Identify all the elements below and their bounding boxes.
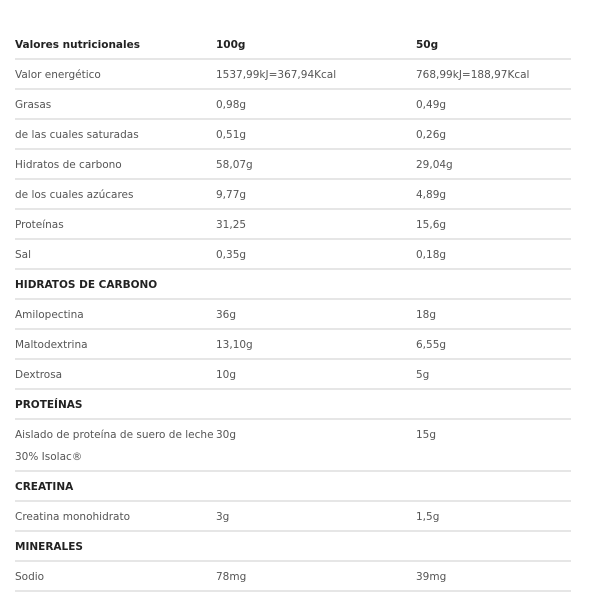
row-value-50g: 0,26g bbox=[416, 129, 447, 141]
table-row bbox=[15, 420, 571, 472]
section-title: MINERALES bbox=[15, 541, 83, 553]
row-label: Amilopectina bbox=[15, 309, 84, 321]
row-value-100g: 13,10g bbox=[216, 339, 253, 351]
row-value-50g: 15g bbox=[416, 429, 437, 441]
row-value-100g: 0,51g bbox=[216, 129, 247, 141]
section-header-proteins bbox=[15, 390, 571, 420]
row-label: Maltodextrina bbox=[15, 339, 88, 351]
row-label: de las cuales saturadas bbox=[15, 129, 139, 141]
row-label: Sal bbox=[15, 249, 32, 261]
table-row bbox=[15, 210, 571, 240]
row-value-50g: 5g bbox=[416, 369, 430, 381]
row-value-50g: 768,99kJ=188,97Kcal bbox=[416, 69, 530, 81]
table-row bbox=[15, 120, 571, 150]
section-title: HIDRATOS DE CARBONO bbox=[15, 279, 158, 291]
row-value-50g: 0,18g bbox=[416, 249, 447, 261]
section-title: CREATINA bbox=[15, 481, 74, 493]
row-value-50g: 18g bbox=[416, 309, 437, 321]
row-value-100g: 0,98g bbox=[216, 99, 247, 111]
section-header-minerals bbox=[15, 532, 571, 562]
table-row bbox=[15, 60, 571, 90]
table-row bbox=[15, 240, 571, 270]
header-50g: 50g bbox=[416, 39, 439, 51]
section-header-carbohydrates bbox=[15, 270, 571, 300]
table-row bbox=[15, 90, 571, 120]
row-value-50g: 29,04g bbox=[416, 159, 453, 171]
row-value-100g: 31,25 bbox=[216, 219, 247, 231]
row-value-50g: 0,49g bbox=[416, 99, 447, 111]
row-value-100g: 78mg bbox=[216, 571, 247, 583]
header-100g: 100g bbox=[216, 39, 246, 51]
row-label: Hidratos de carbono bbox=[15, 159, 122, 171]
section-header-creatine bbox=[15, 472, 571, 502]
table-row bbox=[15, 300, 571, 330]
header-label: Valores nutricionales bbox=[15, 39, 140, 51]
row-label: Dextrosa bbox=[15, 369, 63, 381]
section-title: PROTEÍNAS bbox=[15, 399, 83, 411]
nutrition-table bbox=[15, 30, 571, 592]
row-value-50g: 15,6g bbox=[416, 219, 447, 231]
row-value-100g: 58,07g bbox=[216, 159, 253, 171]
row-value-100g: 36g bbox=[216, 309, 237, 321]
row-value-100g: 0,35g bbox=[216, 249, 247, 261]
row-value-50g: 39mg bbox=[416, 571, 447, 583]
row-label: Valor energético bbox=[15, 69, 101, 81]
row-value-100g: 30g bbox=[216, 429, 237, 441]
row-value-50g: 6,55g bbox=[416, 339, 447, 351]
row-label: Grasas bbox=[15, 99, 52, 111]
row-value-50g: 1,5g bbox=[416, 511, 440, 523]
row-value-100g: 9,77g bbox=[216, 189, 247, 201]
table-row bbox=[15, 360, 571, 390]
row-label: Sodio bbox=[15, 571, 45, 583]
row-label: de los cuales azúcares bbox=[15, 189, 134, 201]
table-header-row bbox=[15, 30, 571, 60]
table-row bbox=[15, 150, 571, 180]
row-value-100g: 10g bbox=[216, 369, 237, 381]
row-value-100g: 1537,99kJ=367,94Kcal bbox=[216, 69, 337, 81]
table-row bbox=[15, 330, 571, 360]
row-label: Creatina monohidrato bbox=[15, 511, 131, 523]
table-row bbox=[15, 502, 571, 532]
table-row bbox=[15, 562, 571, 592]
table-row bbox=[15, 180, 571, 210]
row-value-100g: 3g bbox=[216, 511, 230, 523]
row-label: Proteínas bbox=[15, 219, 64, 231]
row-label: Aislado de proteína de suero de leche 30% Isolac® bbox=[15, 429, 214, 463]
row-value-50g: 4,89g bbox=[416, 189, 447, 201]
